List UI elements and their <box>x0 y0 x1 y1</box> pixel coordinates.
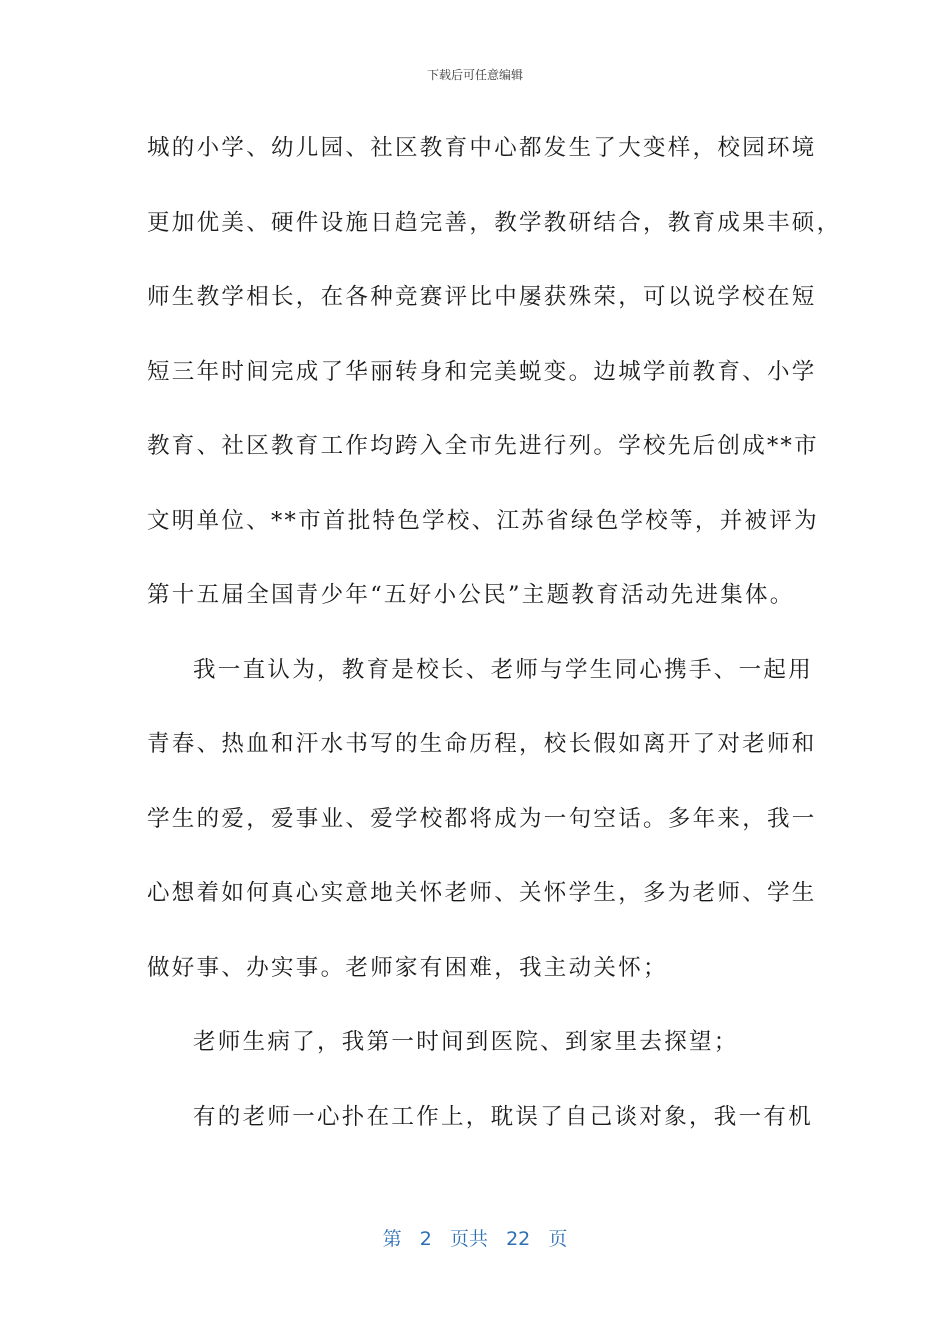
text-line: 学生的爱，爱事业、爱学校都将成为一句空话。多年来，我一 <box>147 805 817 832</box>
text-line: 青春、热血和汗水书写的生命历程，校长假如离开了对老师和 <box>147 731 817 757</box>
body-text <box>147 124 842 1167</box>
paragraph-start-line: 有的老师一心扑在工作上，耽误了自己谈对象，我一有机 <box>193 1103 814 1130</box>
text-line: 短三年时间完成了华丽转身和完美蜕变。边城学前教育、小学 <box>147 358 817 385</box>
text-line: 城的小学、幼儿园、社区教育中心都发生了大变样，校园环境 <box>147 135 817 161</box>
text-line: 教育、社区教育工作均跨入全市先进行列。学校先后创成**市 <box>147 433 819 459</box>
paragraph-start-line: 老师生病了，我第一时间到医院、到家里去探望； <box>193 1029 739 1055</box>
footer-middle: 页共 <box>449 1228 488 1250</box>
text-line: 师生教学相长，在各种竞赛评比中屡获殊荣，可以说学校在短 <box>147 284 817 310</box>
page-number-footer <box>0 1224 950 1251</box>
text-line: 更加优美、硬件设施日趋完善，教学教研结合，教育成果丰硕， <box>147 209 842 236</box>
text-line: 第十五届全国青少年“五好小公民”主题教育活动先进集体。 <box>147 582 795 608</box>
text-line: 做好事、办实事。老师家有困难，我主动关怀； <box>147 954 668 981</box>
paragraph-start-line: 我一直认为，教育是校长、老师与学生同心携手、一起用 <box>193 656 814 683</box>
footer-prefix: 第 <box>382 1228 402 1250</box>
total-pages-number: 22 <box>506 1228 531 1250</box>
footer-suffix: 页 <box>548 1228 568 1250</box>
text-line: 文明单位、**市首批特色学校、江苏省绿色学校等，并被评为 <box>147 507 819 534</box>
current-page-number: 2 <box>419 1228 432 1250</box>
header-note: 下载后可任意编辑 <box>426 68 523 82</box>
text-line: 心想着如何真心实意地关怀老师、关怀学生，多为老师、学生 <box>147 880 817 906</box>
